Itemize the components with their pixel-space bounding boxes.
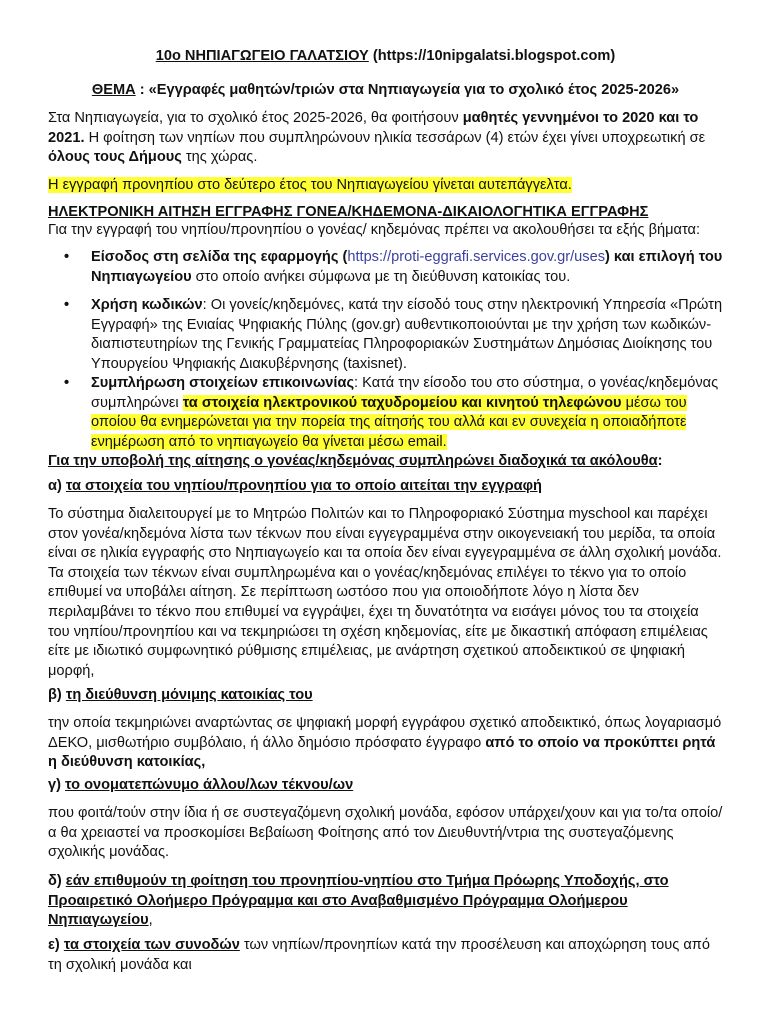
document-header [48,47,723,67]
item-d-heading [48,872,723,931]
item-c-heading [48,776,723,796]
submission-heading [48,452,723,472]
bullet-2-bold: Χρήση κωδικών [91,297,203,313]
item-e-label: ε) [48,937,64,953]
section-heading: ΗΛΕΚΤΡΟΝΙΚΗ ΑΙΤΗΣΗ ΕΓΓΡΑΦΗΣ ΓΟΝΕΑ/ΚΗΔΕΜΟΝΑ-ΔΙΚΑΙΟΛΟΓΗΤΙΚΑ ΕΓΓΡΑΦΗΣ [48,204,649,220]
bullet-1-bold-2: ) και επιλογή του Νηπιαγωγείου [91,249,723,285]
item-b-text: την οποία τεκμηριώνει αναρτώντας σε ψηφιακή μορφή εγγράφου σχετικό αποδεικτικό, όπως λογαριασμό ΔΕΚΟ, μισθωτήριο συμβόλαιο, ή άλλο δημόσιο πρόσφατο έγγραφο [48,715,722,751]
bullet-3-highlight-text: μέσω του οποίου θα ενημερώνεται για την πορεία της αίτησής του αλλά και εν συνεχεία η οποιαδήποτε ενημέρωση από το νηπιαγωγείο θα γίνεται μέσω email. [91,394,687,450]
auto-enrollment-note [48,176,723,196]
bullet-1-bold-1: Είσοδος στη σελίδα της εφαρμογής ( [91,249,348,265]
item-b-body [48,714,723,773]
intro-text-1: Στα Νηπιαγωγεία, για το σχολικό έτος 2025-2026, θα φοιτήσουν [48,110,463,126]
item-e-title: τα στοιχεία των συνοδών [63,937,240,953]
intro-text-3: της χώρας. [181,149,258,166]
item-b-bold: από το οποίο να προκύπτει ρητά η διεύθυνση κατοικίας, [48,734,716,771]
item-d-label: δ) [48,873,66,889]
school-name: 10ο ΝΗΠΙΑΓΩΓΕΙΟ ΓΑΛΑΤΣΙΟΥ [155,48,369,64]
item-d-title: εάν επιθυμούν τη φοίτηση του προνηπίου-νηπίου στο Τμήμα Πρόωρης Υποδοχής, στο Προαιρετικό Ολοήμερο Πρόγραμμα και στο Αναβαθμισμένο Πρόγραμμα Ολοήμερου Νηπιαγωγείου [48,873,669,929]
item-b-title: τη διεύθυνση μόνιμης κατοικίας του [65,687,313,703]
application-link[interactable]: https://proti-eggrafi.services.gov.gr/uses [347,249,606,265]
theme-label: ΘΕΜΑ [91,82,136,98]
section-intro: Για την εγγραφή του νηπίου/προνηπίου ο γονέας/ κηδεμόνας πρέπει να ακολουθήσει τα εξής βήματα: [48,222,701,238]
bullet-marker: • [64,297,70,313]
bullet-3-highlight-bold: τα στοιχεία ηλεκτρονικού ταχυδρομείου και κινητού τηλεφώνου [182,394,622,411]
bullet-item-2 [91,296,723,374]
item-c-label: γ) [48,777,66,793]
intro-paragraph [48,109,723,168]
item-e-paragraph [48,936,723,975]
item-a-label: α) [48,478,66,494]
item-c-title: το ονοματεπώνυμο άλλου/λων τέκνου/ων [65,777,354,793]
item-b-label: β) [48,687,66,703]
item-a-body: Το σύστημα διαλειτουργεί με το Μητρώο Πολιτών και το Πληροφοριακό Σύστημα myschool και παρέχει στον γονέα/κηδεμόνα λίστα των τέκνων που είναι εγγεγραμμένα στην οικογενειακή του μερίδα, τα οποία είναι σε ηλικία εγγραφής στο Νηπιαγωγείο και τα οποία δεν είναι εγγεγραμμένα σε άλλη σχολική μονάδα. Τα στοιχεία των τέκνων είναι συμπληρωμένα και ο γονέας/κηδεμόνας επιλέγει το τέκνο για το οποίο επιθυμεί να υποβάλει αίτηση. Σε περίπτωση ωστόσο που για οποιοδήποτε λόγο η λίστα δεν περιλαμβάνει το τέκνο που επιθυμεί να εγγράψει, έχει τη δυνατότητα να εισάγει μόνος του τα στοιχεία του νηπίου/προνηπίου και να τεκμηριώσει τη σχέση κηδεμονίας, είτε με δικαστική απόφαση επιμέλειας είτε με ιδιωτικό συμφωνητικό ρύθμισης επιμέλειας, με ανάρτηση σχετικού αποδεικτικού σε ψηφιακή μορφή, [48,506,722,679]
document-theme [48,81,723,101]
intro-bold-2: όλους τους Δήμους [48,149,182,166]
item-c-body: που φοιτά/τούν στην ίδια ή σε συστεγαζόμενη σχολική μονάδα, εφόσον υπάρχει/χουν και για το/τα οποίο/α θα χρειαστεί να προσκομίσει Βεβαίωση Φοίτησης από τον Διευθυντή/ντρια της συστεγαζόμενης σχολικής μονάδας. [48,805,723,861]
theme-text: : «Εγγραφές μαθητών/τριών στα Νηπιαγωγεία για το σχολικό έτος 2025-2026» [135,82,680,98]
item-d-comma: , [148,912,153,929]
item-b-heading [48,686,723,706]
submission-heading-text: Για την υποβολή της αίτησης ο γονέας/κηδεμόνας συμπληρώνει διαδοχικά τα ακόλουθα [48,453,658,469]
bullet-marker: • [64,375,70,391]
bullet-marker: • [64,249,70,265]
bullet-1-text: στο οποίο ανήκει σύμφωνα με τη διεύθυνση κατοικίας του. [191,268,571,285]
bullet-item-1 [91,248,723,287]
intro-bold-1: μαθητές γεννημένοι το 2020 και το 2021. [48,110,699,146]
bullet-3-text: : Κατά την είσοδο του στο σύστημα, ο γονέας/κηδεμόνας συμπληρώνει [91,375,719,411]
item-e-body: των νηπίων/προνηπίων κατά την προσέλευση και αποχώρηση τους από τη σχολική μονάδα και [48,937,710,973]
submission-heading-colon: : [657,453,663,469]
bullet-item-3 [91,374,723,452]
bullet-3-bold: Συμπλήρωση στοιχείων επικοινωνίας [91,375,355,391]
item-a-heading [48,477,723,497]
auto-enrollment-text: Η εγγραφή προνηπίου στο δεύτερο έτος του Νηπιαγωγείου γίνεται αυτεπάγγελτα. [48,177,572,193]
school-url: (https://10nipgalatsi.blogspot.com) [368,48,616,64]
bullet-2-text: : Οι γονείς/κηδεμόνες, κατά την είσοδό τους στην ηλεκτρονική Υπηρεσία «Πρώτη Εγγραφή» της Ενιαίας Ψηφιακής Πύλης (gov.gr) αυθεντικοποιούνται με την χρήση των κωδικών-διαπιστευτηρίων της Γενικής Γραμματείας Πληροφοριακών Συστημάτων Δημόσιας Διοίκησης του Υπουργείου Ψηφιακής Διακυβέρνησης (taxisnet). [91,297,723,372]
item-a-title: τα στοιχεία του νηπίου/προνηπίου για το οποίο αιτείται την εγγραφή [65,478,542,494]
intro-text-2: Η φοίτηση των νηπίων που συμπληρώνουν ηλικία τεσσάρων (4) ετών έχει γίνει υποχρεωτική σε [84,129,706,146]
